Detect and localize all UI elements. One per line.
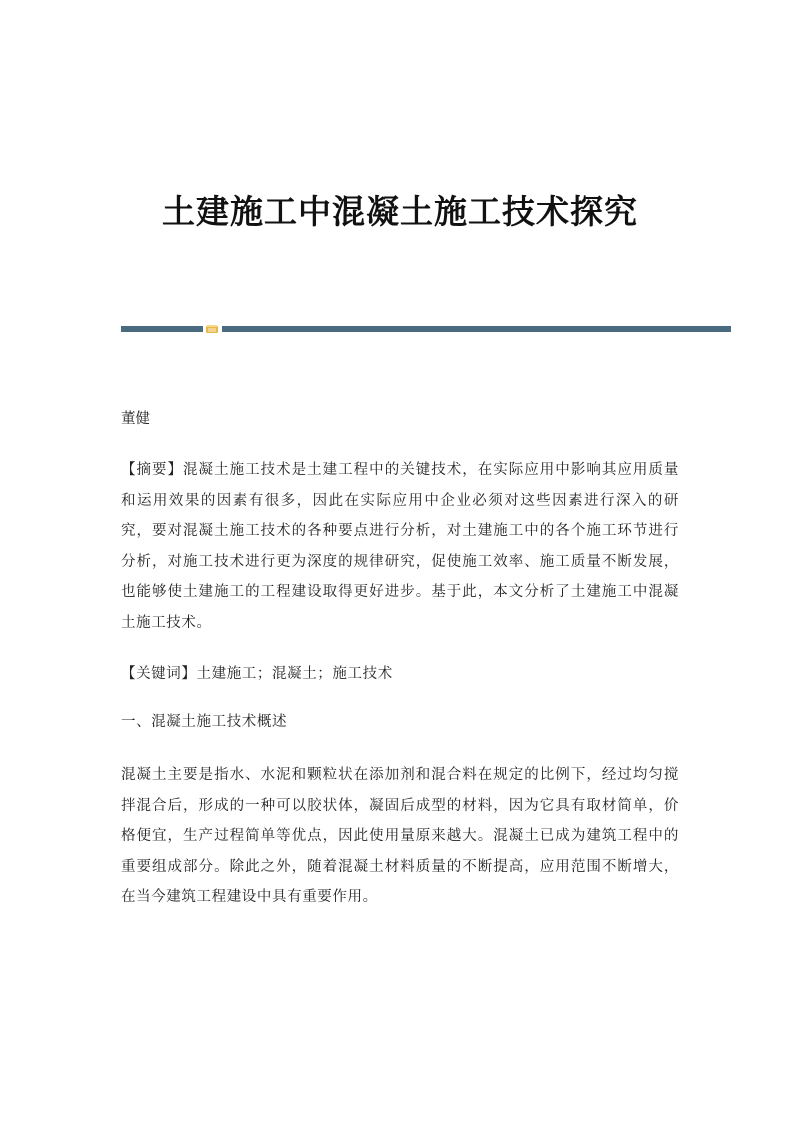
author-name: 董健 (121, 411, 150, 427)
document-title: 土建施工中混凝土施工技术探究 (162, 192, 638, 231)
keywords-line: 【关键词】土建施工；混凝土；施工技术 (121, 666, 393, 682)
section-paragraph: 混凝土主要是指水、水泥和颗粒状在添加剂和混合料在规定的比例下，经过均匀搅拌混合后，形成的一种可以胶状体，凝固后成型的材料，因为它具有取材简单，价格便宜，生产过程简单等优点，因此使用量原来越大。混凝土已成为建筑工程中的重要组成部分。除此之外，随着混凝土材料质量的不断提高，应用范围不断增大，在当今建筑工程建设中具有重要作用。 (121, 767, 679, 905)
section-heading: 一、混凝土施工技术概述 (121, 714, 288, 730)
title-rule-left (121, 326, 203, 332)
title-rule-right (222, 326, 731, 332)
abstract-paragraph: 【摘要】混凝土施工技术是土建工程中的关键技术，在实际应用中影响其应用质量和运用效果的因素有很多，因此在实际应用中企业必须对这些因素进行深入的研究，要对混凝土施工技术的各种要点进行分析，对土建施工中的各个施工环节进行分析，对施工技术进行更为深度的规律研究，促使施工效率、施工质量不断发展，也能够使土建施工的工程建设取得更好进步。基于此，本文分析了土建施工中混凝土施工技术。 (121, 462, 679, 631)
document-body (121, 405, 679, 935)
book-ornament-icon (205, 324, 219, 334)
